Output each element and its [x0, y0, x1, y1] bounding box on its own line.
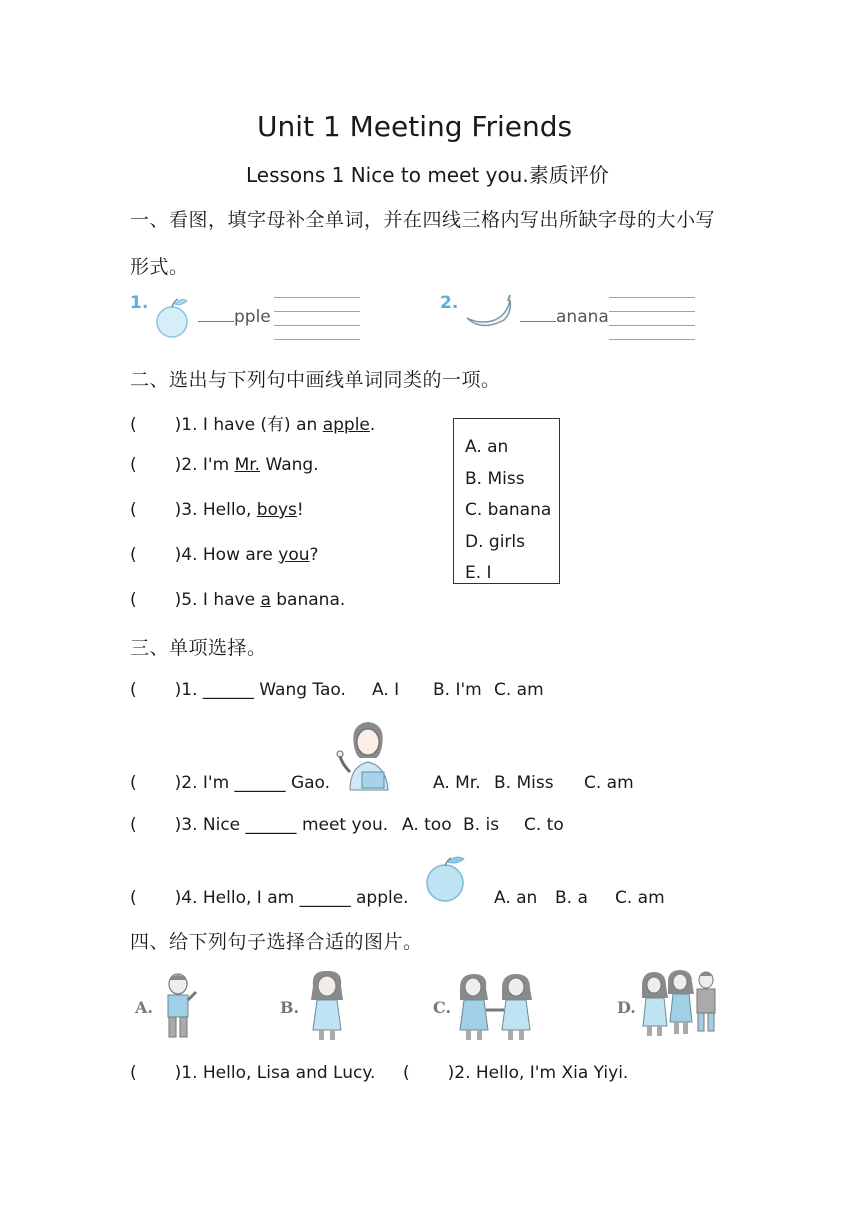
s3-q1-option-a: A. I: [372, 680, 400, 700]
question-text: )2. Hello, I'm Xia Yiyi.: [447, 1063, 629, 1083]
item-number: 1.: [130, 293, 149, 313]
s4-question-1: [130, 1063, 375, 1083]
s3-q2-option-a: A. Mr.: [433, 773, 481, 793]
four-line-grid-1[interactable]: [274, 297, 360, 339]
teacher-woman-icon: [336, 716, 402, 792]
question-tail: .: [369, 415, 376, 435]
picture-label-b: B.: [280, 998, 300, 1017]
answer-paren[interactable]: (: [130, 415, 137, 435]
apple-word: [198, 305, 271, 327]
s2-question-4: [130, 545, 319, 565]
section2-heading: 二、选出与下列句中画线单词同类的一项。: [130, 369, 501, 391]
s2-question-5: [130, 590, 345, 610]
s3-question-1: [130, 680, 346, 700]
section1-item-2: [440, 293, 458, 313]
s2-question-3: [130, 500, 304, 520]
underlined-word: Mr.: [234, 455, 261, 475]
question-text: )5. I have: [174, 590, 261, 610]
s3-q1-option-c: C. am: [494, 680, 544, 700]
word-text: pple: [234, 307, 271, 327]
answer-paren[interactable]: (: [130, 815, 137, 835]
question-tail: !: [296, 500, 304, 520]
section1-heading-line1: 一、看图，填字母补全单词，并在四线三格内写出所缺字母的大小写: [130, 209, 716, 231]
s3-q2-option-b: B. Miss: [494, 773, 554, 793]
picture-label-c: C.: [433, 998, 452, 1017]
question-text: )4. How are: [174, 545, 279, 565]
question-text: )1. ______ Wang Tao.: [174, 680, 346, 700]
s2-question-1: [130, 410, 375, 435]
answer-paren[interactable]: (: [130, 773, 137, 793]
word-text: anana: [556, 307, 609, 327]
three-children-picture-icon: [640, 968, 722, 1040]
s4-question-2: [403, 1063, 628, 1083]
question-tail: banana.: [270, 590, 346, 610]
s3-question-2: [130, 773, 330, 793]
page-subtitle: Lessons 1 Nice to meet you.素质评价: [246, 163, 609, 187]
question-tail: Wang.: [260, 455, 319, 475]
options-box: [453, 418, 560, 584]
item-number: 2.: [440, 293, 459, 313]
s3-question-3: [130, 815, 388, 835]
answer-paren[interactable]: (: [130, 545, 137, 565]
page-title: Unit 1 Meeting Friends: [257, 110, 573, 143]
question-text: )3. Nice ______ meet you.: [174, 815, 389, 835]
option-b: B. Miss: [465, 468, 525, 489]
s3-q1-option-b: B. I'm: [433, 680, 482, 700]
question-text: )4. Hello, I am ______ apple.: [174, 888, 409, 908]
answer-paren[interactable]: (: [403, 1063, 410, 1083]
s3-q3-option-c: C. to: [524, 815, 564, 835]
s3-q4-option-c: C. am: [615, 888, 665, 908]
fill-blank[interactable]: [520, 305, 556, 322]
s3-question-4: [130, 888, 409, 908]
section4-heading: 四、给下列句子选择合适的图片。: [130, 931, 423, 953]
apple-icon: [424, 852, 470, 904]
s3-q4-option-a: A. an: [494, 888, 538, 908]
question-text: )3. Hello,: [174, 500, 257, 520]
underlined-word: apple: [322, 415, 370, 435]
section1-heading-line2: 形式。: [130, 256, 189, 278]
girl-picture-icon: [305, 970, 349, 1042]
answer-paren[interactable]: (: [130, 888, 137, 908]
picture-label-d: D.: [617, 998, 636, 1017]
apple-icon: [154, 295, 190, 339]
s3-q3-option-b: B. is: [463, 815, 500, 835]
two-girls-picture-icon: [456, 972, 536, 1042]
answer-paren[interactable]: (: [130, 500, 137, 520]
four-line-grid-2[interactable]: [609, 297, 695, 339]
answer-paren[interactable]: (: [130, 455, 137, 475]
s3-q4-option-b: B. a: [555, 888, 588, 908]
section1-item-1: [130, 293, 148, 313]
option-a: A. an: [465, 437, 509, 457]
question-text: )1. Hello, Lisa and Lucy.: [174, 1063, 376, 1083]
s3-q3-option-a: A. too: [402, 815, 452, 835]
question-text: )2. I'm: [174, 455, 235, 475]
question-text: )2. I'm ______ Gao.: [174, 773, 331, 793]
underlined-word: boys: [256, 500, 297, 520]
option-c: C. banana: [465, 500, 552, 520]
answer-paren[interactable]: (: [130, 1063, 137, 1083]
underlined-word: a: [260, 590, 271, 610]
picture-label-a: A.: [135, 998, 153, 1017]
answer-paren[interactable]: (: [130, 590, 137, 610]
section3-heading: 三、单项选择。: [130, 637, 267, 659]
s3-q2-option-c: C. am: [584, 773, 634, 793]
s2-question-2: [130, 455, 319, 475]
question-text: )1. I have (有) an: [174, 415, 323, 435]
option-e: E. I: [465, 563, 492, 583]
question-tail: ?: [309, 545, 319, 565]
fill-blank[interactable]: [198, 305, 234, 322]
boy-picture-icon: [160, 970, 200, 1042]
banana-word: [520, 305, 609, 327]
underlined-word: you: [278, 545, 310, 565]
option-d: D. girls: [465, 531, 525, 552]
answer-paren[interactable]: (: [130, 680, 137, 700]
banana-icon: [464, 294, 514, 334]
